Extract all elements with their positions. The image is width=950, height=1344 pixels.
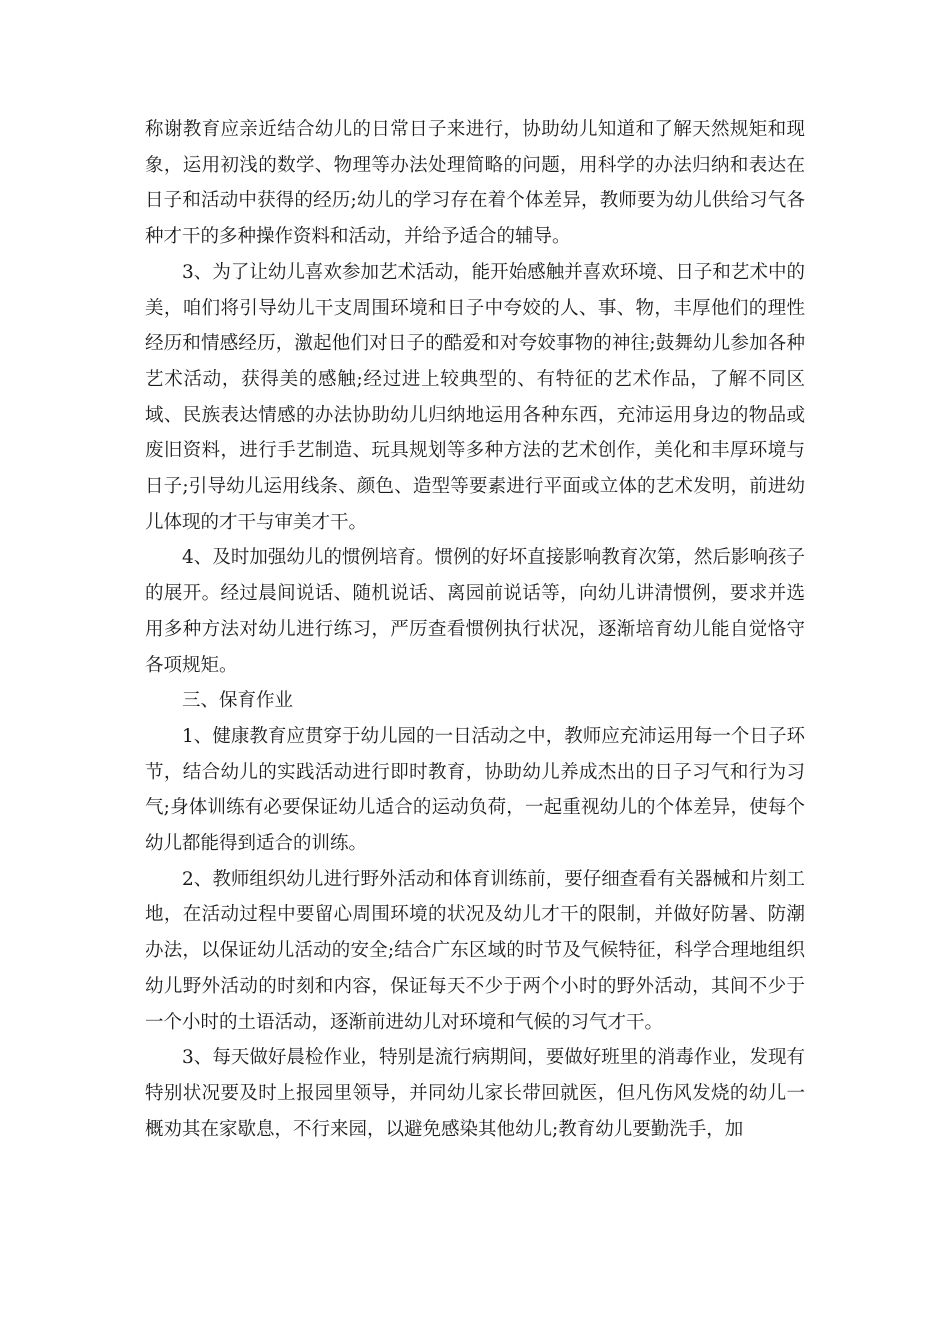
paragraph-morning-check: 3、每天做好晨检作业，特别是流行病期间，要做好班里的消毒作业，发现有特别状况要及时上报园里领导，并同幼儿家长带回就医，但凡伤风发烧的幼儿一概劝其在家歇息，不行来园，以避免感染其他幼儿;教育幼儿要勤洗手，加 — [145, 1047, 805, 1140]
document-page — [145, 112, 805, 1147]
paragraph-outdoor-activities: 2、教师组织幼儿进行野外活动和体育训练前，要仔细查看有关器械和片刻工地，在活动过程中要留心周围环境的状况及幼儿才干的限制，并做好防暑、防潮办法，以保证幼儿活动的安全;结合广东区域的时节及气候特征，科学合理地组织幼儿野外活动的时刻和内容，保证每天不少于两个小时的野外活动，其间不少于一个小时的土语活动，逐渐前进幼儿对环境和气候的习气才干。 — [145, 868, 805, 1033]
paragraph-routine-training: 4、及时加强幼儿的惯例培育。惯例的好坏直接影响教育次第，然后影响孩子的展开。经过晨间说话、随机说话、离园前说话等，向幼儿讲清惯例，要求并选用多种方法对幼儿进行练习，严厉查看惯例执行状况，逐渐培育幼儿能自觉恪守各项规矩。 — [145, 547, 805, 676]
paragraph-continuation: 称谢教育应亲近结合幼儿的日常日子来进行，协助幼儿知道和了解天然规矩和现象，运用初浅的数学、物理等办法处理简略的问题，用科学的办法归纳和表达在日子和活动中获得的经历;幼儿的学习存在着个体差异，教师要为幼儿供给习气各种才干的多种操作资料和活动，并给予适合的辅导。 — [145, 119, 805, 248]
section-heading-care-work: 三、保育作业 — [182, 690, 294, 712]
paragraph-health-education: 1、健康教育应贯穿于幼儿园的一日活动之中，教师应充沛运用每一个日子环节，结合幼儿的实践活动进行即时教育，协助幼儿养成杰出的日子习气和行为习气;身体训练有必要保证幼儿适合的运动负荷，一起重视幼儿的个体差异，使每个幼儿都能得到适合的训练。 — [145, 725, 805, 855]
paragraph-art-activities: 3、为了让幼儿喜欢参加艺术活动，能开始感触并喜欢环境、日子和艺术中的美，咱们将引导幼儿干支周围环境和日子中夸姣的人、事、物，丰厚他们的理性经历和情感经历，激起他们对日子的酷爱和对夸姣事物的神往;鼓舞幼儿参加各种艺术活动，获得美的感触;经过进上较典型的、有特征的艺术作品，了解不同区域、民族表达情感的办法协助幼儿归纳地运用各种东西，充沛运用身边的物品或废旧资料，进行手艺制造、玩具规划等多种方法的艺术创作，美化和丰厚环境与日子;引导幼儿运用线条、颜色、造型等要素进行平面或立体的艺术发明，前进幼儿体现的才干与审美才干。 — [145, 261, 805, 533]
